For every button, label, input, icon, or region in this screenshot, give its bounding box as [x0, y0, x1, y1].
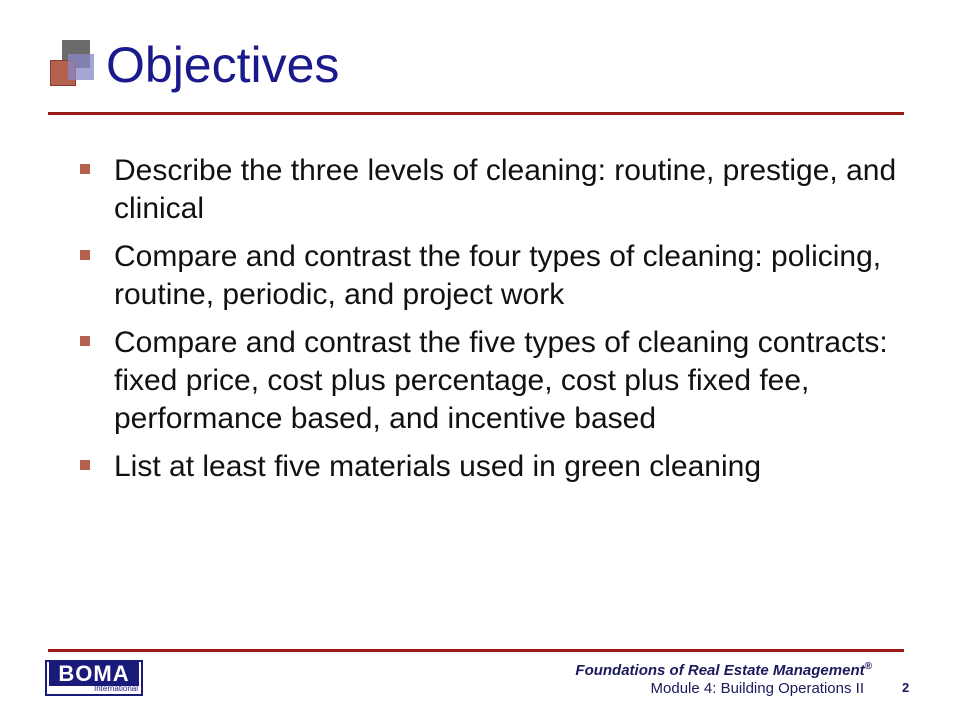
- objective-text: List at least five materials used in green cleaning: [114, 450, 762, 483]
- objective-item: [80, 324, 920, 438]
- registered-mark: ®: [864, 661, 872, 672]
- objective-item: [80, 448, 920, 486]
- objectives-list: [80, 152, 920, 496]
- title-divider: [48, 112, 904, 115]
- boma-logo: [45, 660, 143, 696]
- bullet-square-icon: [80, 336, 90, 346]
- objective-text: Compare and contrast the five types of cleaning contracts: fixed price, cost plus percentage, cost plus fixed fee, performance based, and incentive based: [114, 326, 888, 435]
- slide-title: Objectives: [106, 37, 340, 93]
- module-label: Module 4: Building Operations II: [650, 680, 864, 697]
- objective-text: Compare and contrast the four types of cleaning: policing, routine, periodic, and project work: [114, 240, 882, 311]
- course-title: [575, 661, 872, 679]
- page-number: 2: [902, 680, 910, 695]
- footer-divider: [48, 649, 904, 652]
- decorative-square-blue: [68, 54, 94, 80]
- course-name: Foundations of Real Estate Management: [575, 662, 865, 679]
- logo-subtext: International: [93, 684, 138, 693]
- objective-item: [80, 238, 920, 314]
- objective-item: [80, 152, 920, 228]
- objective-text: Describe the three levels of cleaning: routine, prestige, and clinical: [114, 154, 897, 225]
- bullet-square-icon: [80, 460, 90, 470]
- logo-wordmark: BOMA: [49, 662, 139, 686]
- bullet-square-icon: [80, 250, 90, 260]
- bullet-square-icon: [80, 164, 90, 174]
